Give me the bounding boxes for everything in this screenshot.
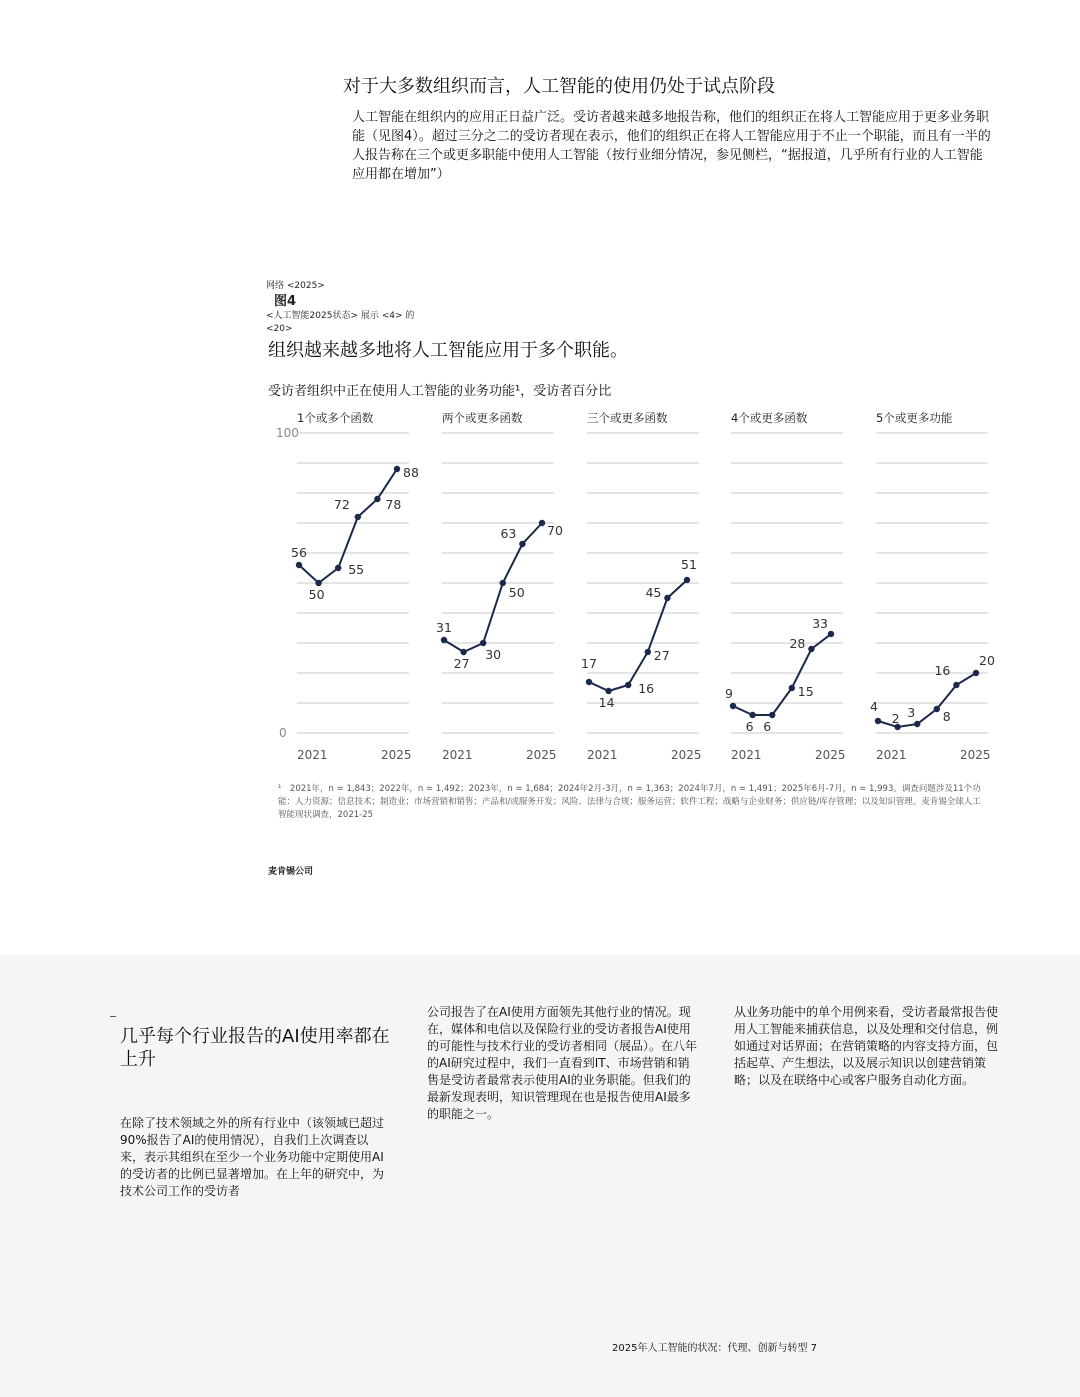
data-point bbox=[953, 682, 959, 688]
data-label: 28 bbox=[789, 636, 806, 651]
data-label: 9 bbox=[725, 686, 733, 701]
data-point bbox=[441, 637, 447, 643]
panel-title: 5个或更多功能 bbox=[876, 411, 953, 425]
figure-label: 图4 bbox=[274, 294, 297, 309]
data-label: 27 bbox=[453, 656, 470, 671]
data-label: 50 bbox=[508, 585, 525, 600]
data-label: 3 bbox=[907, 705, 916, 720]
data-label: 31 bbox=[436, 620, 452, 635]
sidebar-column-2: 公司报告了在AI使用方面领先其他行业的情况。现在，媒体和电信以及保险行业的受访者报告AI使用的可能性与技术行业的受访者相同（展品）。在八年的AI研究过程中，我们一直看到IT、市场营销和销售是受访者最常表示使用AI的业务职能。但我们的最新发现表明，知识管理现在也是报告使用AI最多的职能之一。 bbox=[427, 1005, 698, 1121]
data-point bbox=[664, 595, 670, 601]
data-point bbox=[374, 496, 380, 502]
sidebar-marker bbox=[110, 1016, 116, 1017]
x-tick-label: 2025 bbox=[815, 748, 846, 762]
data-label: 30 bbox=[485, 647, 502, 662]
data-point bbox=[335, 565, 341, 571]
data-label: 33 bbox=[812, 616, 828, 631]
data-label: 50 bbox=[308, 587, 325, 602]
data-label: 56 bbox=[291, 545, 307, 560]
sidebar-panel bbox=[0, 955, 1080, 1397]
data-point bbox=[500, 580, 506, 586]
data-label: 45 bbox=[645, 585, 662, 600]
x-tick-label: 2021 bbox=[297, 748, 328, 762]
x-tick-label: 2021 bbox=[731, 748, 762, 762]
data-label: 78 bbox=[385, 497, 402, 512]
panel-title: 两个或更多函数 bbox=[442, 411, 523, 425]
data-point bbox=[460, 649, 466, 655]
data-label: 72 bbox=[333, 497, 350, 512]
exhibit-source: 麦肯锡公司 bbox=[268, 867, 314, 877]
data-point bbox=[296, 562, 302, 568]
data-label: 70 bbox=[547, 523, 563, 538]
data-point bbox=[749, 712, 755, 718]
data-point bbox=[539, 520, 545, 526]
data-label: 51 bbox=[681, 557, 697, 572]
data-point bbox=[480, 640, 486, 646]
sidebar-column-1: 在除了技术领域之外的所有行业中（该领域已超过90%报告了AI的使用情况），自我们上次调查以来，表示其组织在至少一个业务功能中定期使用AI的受访者的比例已显著增加。在上年的研究中，为技术公司工作的受访者 bbox=[120, 1116, 385, 1198]
sidebar-column-3: 从业务功能中的单个用例来看，受访者最常报告使用人工智能来捕获信息，以及处理和交付信息，例如通过对话界面；在营销策略的内容支持方面，包括起草、产生想法，以及展示知识以创建营销策略；以及在联络中心或客户服务自动化方面。 bbox=[734, 1005, 999, 1087]
data-point bbox=[519, 541, 525, 547]
data-point bbox=[828, 631, 834, 637]
data-label: 6 bbox=[763, 719, 772, 734]
x-tick-label: 2025 bbox=[960, 748, 991, 762]
data-point bbox=[973, 670, 979, 676]
sidebar-heading: 几乎每个行业报告的AI使用率都在上升 bbox=[120, 1026, 390, 1070]
data-label: 2 bbox=[891, 711, 900, 726]
data-label: 55 bbox=[348, 562, 365, 577]
exhibit-title: 组织越来越多地将人工智能应用于多个职能。 bbox=[268, 340, 628, 361]
intro-paragraph: 人工智能在组织内的应用正日益广泛。受访者越来越多地报告称，他们的组织正在将人工智能应用于更多业务职能（见图4）。超过三分之二的受访者现在表示，他们的组织正在将人工智能应用于不止一个职能，而且有一半的人报告称在三个或更多职能中使用人工智能（按行业细分情况，参见侧栏，“据报道，几乎所有行业的人工智能应用都在增加”） bbox=[352, 110, 991, 182]
data-label: 88 bbox=[403, 465, 419, 480]
data-point bbox=[789, 685, 795, 691]
data-label: 4 bbox=[870, 699, 878, 714]
panel-title: 4个或更多函数 bbox=[731, 411, 808, 425]
exhibit-footnote: ¹ 2021年，n = 1,843；2022年，n = 1,492；2023年，n = 1,684；2024年2月-3月，n = 1,363；2024年7月，n = 1,491；2025年6月-7月，n = 1,993。调查问题涉及11个功能：人力资源；信息技术；制造业；市场营销和销售；产品和/或服务开发；风险、法律与合规；服务运营；软件工程；战略与企业财务；供应链/库存管理；以及知识管理。麦肯锡全球人工智能现状调查，2021-25 bbox=[278, 784, 981, 820]
panel-title: 1个或多个函数 bbox=[297, 411, 374, 425]
x-tick-label: 2025 bbox=[526, 748, 557, 762]
x-tick-label: 2021 bbox=[876, 748, 907, 762]
data-point bbox=[808, 646, 814, 652]
exhibit-meta-line: <20> bbox=[266, 324, 293, 334]
data-point bbox=[914, 721, 920, 727]
data-label: 17 bbox=[581, 656, 597, 671]
exhibit-meta-line: <人工智能2025状态> 展示 <4> 的 bbox=[266, 311, 415, 321]
x-tick-label: 2021 bbox=[587, 748, 618, 762]
x-tick-label: 2025 bbox=[671, 748, 702, 762]
data-label: 16 bbox=[934, 663, 951, 678]
data-point bbox=[875, 718, 881, 724]
data-label: 16 bbox=[638, 681, 655, 696]
x-tick-label: 2025 bbox=[381, 748, 412, 762]
data-point bbox=[605, 688, 611, 694]
data-label: 15 bbox=[797, 684, 814, 699]
exhibit-meta bbox=[266, 280, 414, 336]
data-point bbox=[684, 577, 690, 583]
small-multiples-line-chart bbox=[0, 400, 1080, 780]
data-point bbox=[625, 682, 631, 688]
data-label: 14 bbox=[598, 695, 615, 710]
data-point bbox=[730, 703, 736, 709]
data-label: 6 bbox=[745, 719, 754, 734]
series-line bbox=[589, 580, 687, 691]
section-heading: 对于大多数组织而言，人工智能的使用仍处于试点阶段 bbox=[343, 76, 775, 97]
data-point bbox=[934, 706, 940, 712]
data-label: 20 bbox=[979, 653, 995, 668]
data-label: 27 bbox=[653, 648, 670, 663]
data-point bbox=[355, 514, 361, 520]
data-point bbox=[645, 649, 651, 655]
x-tick-label: 2021 bbox=[442, 748, 473, 762]
exhibit-meta-line: 网络 <2025> bbox=[266, 281, 325, 291]
data-point bbox=[315, 580, 321, 586]
data-point bbox=[769, 712, 775, 718]
data-label: 63 bbox=[500, 526, 517, 541]
y-tick-label: 0 bbox=[279, 726, 287, 740]
panel-title: 三个或更多函数 bbox=[587, 411, 668, 425]
data-point bbox=[586, 679, 592, 685]
data-label: 8 bbox=[942, 709, 951, 724]
y-tick-label: 100 bbox=[276, 426, 299, 440]
data-point bbox=[394, 466, 400, 472]
page-footer: 2025年人工智能的状况：代理、创新与转型 7 bbox=[612, 1343, 817, 1354]
series-line bbox=[444, 523, 542, 652]
exhibit-subtitle: 受访者组织中正在使用人工智能的业务功能¹，受访者百分比 bbox=[268, 384, 612, 399]
